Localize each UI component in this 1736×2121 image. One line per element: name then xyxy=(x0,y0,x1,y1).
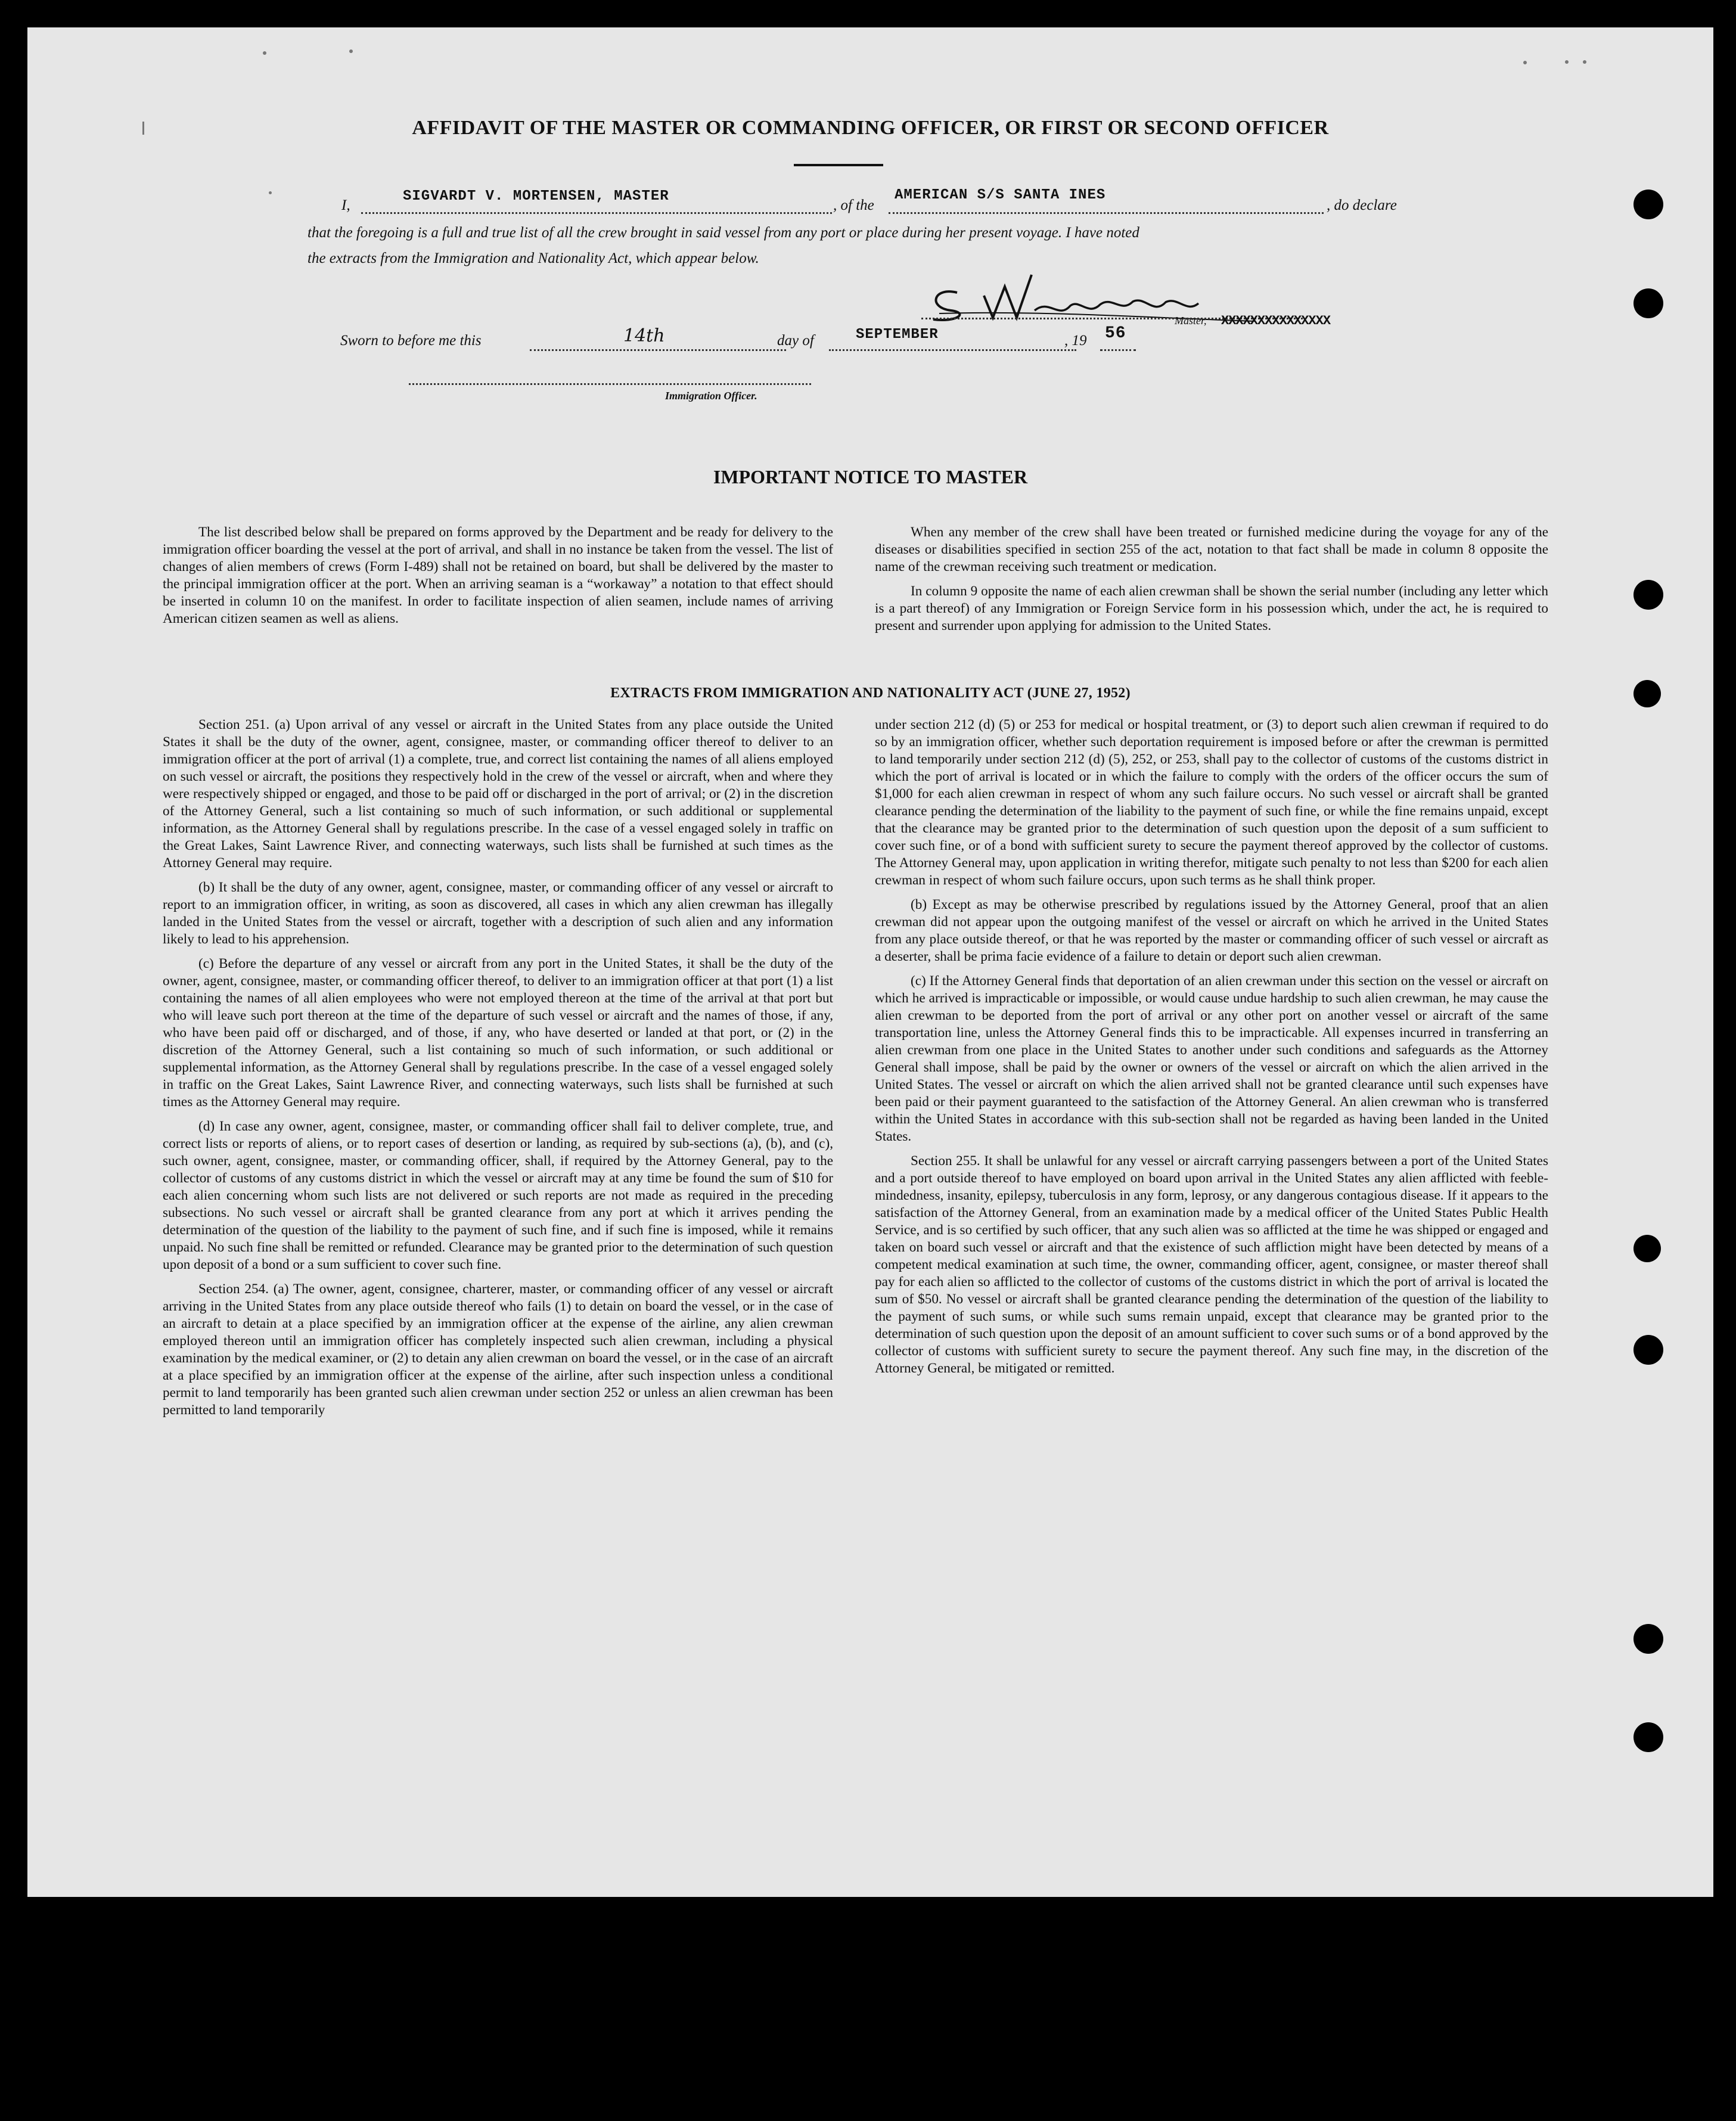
declaration-line2: that the foregoing is a full and true list of all the crew brought in said vessel from any port or place during her present voyage. I have noted xyxy=(308,225,1139,241)
day-of-label: day of xyxy=(777,333,814,349)
master-name: SIGVARDT V. MORTENSEN, MASTER xyxy=(403,188,669,204)
scan-speck xyxy=(1523,61,1527,64)
binder-hole xyxy=(1633,1624,1663,1654)
section-251-a: Section 251. (a) Upon arrival of any vessel or aircraft in the United States from any place outside the United States it shall be the duty of the owner, agent, consignee, master, or commanding officer thereof to deliver to an immigration officer at the port of arrival (1) a complete, true, and correct list containing the names of all aliens employed on such vessel or aircraft, the positions they respectively hold in the crew of the vessel or aircraft, when and where they were respectively shipped or engaged, and those to be paid off or discharged in the port of arrival; or (2) in the discretion of the Attorney General, such a list containing so much of such information, or such additional or supplemental information, as the Attorney General shall by regulations prescribe. In the case of a vessel engaged solely in traffic on the Great Lakes, Saint Lawrence River, and connecting waterways, such lists shall be furnished at such times as the Attorney General may require. xyxy=(163,717,833,871)
scan-speck xyxy=(349,49,353,53)
affidavit-heading: AFFIDAVIT OF THE MASTER OR COMMANDING OFFICER, OR FIRST OR SECOND OFFICER xyxy=(412,117,1329,139)
section-251-d: (d) In case any owner, agent, consignee, master, or commanding officer shall fail to deliver complete, true, and correct lists or reports of aliens, or to report cases of desertion or landing, as required by sub-sections (a), (b), and (c), such owner, agent, consignee, master, or commanding officer, shall, if required by the Attorney General, pay to the collector of customs of any customs district in which the vessel or aircraft may at any time be found the sum of $10 for each alien concerning whom such lists are not delivered or such reports are not made as required in the preceding subsections. No such vessel or aircraft shall be granted clearance from any port at which it arrives pending the determination of the question of the liability to the payment of such fine, and if such fine is imposed, while it remains unpaid. No such fine shall be remitted or refunded. Clearance may be granted prior to the determination of such question upon deposit of a bond or a sum sufficient to cover such fine. xyxy=(163,1119,833,1272)
heading-rule xyxy=(794,164,883,166)
section-254-a: Section 254. (a) The owner, agent, consignee, charterer, master, or commanding officer of any vessel or aircraft arriving in the United States from any place outside thereof who fails (1) to detain on board the vessel, or in the case of an aircraft to detain at a place specified by an immigration officer at the expense of the airline, any alien crewman employed thereon until an immigration officer has completely inspected such alien crewman, including a physical examination by the medical examiner, or (2) to detain any alien crewman on board the vessel, or in the case of an aircraft at a place specified by an immigration officer at the expense of the airline, after such inspection unless a conditional permit to land temporarily has been granted such alien crewman under section 252 or unless an alien crewman has been permitted to land temporarily xyxy=(163,1281,833,1418)
vessel-line xyxy=(889,212,1324,214)
binder-hole xyxy=(1633,1722,1663,1752)
scan-speck xyxy=(1565,60,1569,64)
binder-hole xyxy=(1633,580,1663,610)
extracts-left-column xyxy=(163,716,833,1426)
of-the-label: , of the xyxy=(833,197,874,213)
document-page xyxy=(27,27,1713,1897)
sworn-prefix: Sworn to before me this xyxy=(340,333,482,349)
section-251-b: (b) It shall be the duty of any owner, agent, consignee, master, or commanding officer of any vessel or aircraft to report to an immigration officer, in writing, as soon as discovered, all cases in which any alien crewman has illegally landed in the United States from the vessel or aircraft, together with a description of such alien and any information likely to lead to his apprehension. xyxy=(163,880,833,947)
section-254-a-continued: under section 212 (d) (5) or 253 for medical or hospital treatment, or (3) to deport such alien crewman if required to do so by an immigration officer, whether such deportation requirement is imposed before or after the crewman is permitted to land temporarily under section 212 (d) (5), 252, or 253, shall pay to the collector of customs of the customs district in which the port of arrival is located or in which the failure to comply with the orders of the officer occurs the sum of $1,000 for each alien crewman in respect of whom any such failure occurs. No such vessel or aircraft shall be granted clearance pending the determination of the liability to the payment of such fine, or while the fine remains unpaid, except that the clearance may be granted prior to the determination of such question upon the deposit of a sum sufficient to cover such fine, or of a bond with sufficient surety to secure the payment thereof approved by the collector of customs. The Attorney General may, upon application in writing therefor, mitigate such penalty to not less than $200 for each alien crewman in respect of whom such failure occurs, upon such terms as he shall think proper. xyxy=(875,717,1548,888)
section-254-c: (c) If the Attorney General finds that deportation of an alien crewman under this section on the vessel or aircraft on which he arrived is impracticable or impossible, or would cause undue hardship to such alien crewman, he may cause the alien crewman to be deported from the port of arrival or any other port on another vessel or aircraft of the same transportation line, unless the Attorney General finds this to be impracticable. All expenses incurred in transferring an alien crewman from one place in the United States to another under such conditions and safeguards as the Attorney General shall impose, shall be paid by the owner or owners of the vessel or aircraft on which the alien arrived in the United States. The vessel or aircraft on which the alien arrived shall not be granted clearance until such expenses have been paid or their payment guaranteed to the satisfaction of the Attorney General. An alien crewman who is transferred within the United States in accordance with this sub-section shall not be regarded as having been landed in the United States. xyxy=(875,973,1548,1144)
scan-speck xyxy=(142,122,144,135)
do-declare-label: , do declare xyxy=(1327,197,1397,213)
scan-speck xyxy=(269,191,272,194)
binder-hole xyxy=(1633,1235,1661,1262)
notice-heading: IMPORTANT NOTICE TO MASTER xyxy=(713,466,1028,487)
extracts-right-column xyxy=(875,716,1548,1384)
notice-right-text-2: In column 9 opposite the name of each alien crewman shall be shown the serial number (including any letter which is a part thereof) of any Immigration or Foreign Service form in his possession which, under the act, he is required to present and surrender upon applying for admission to the United States. xyxy=(875,583,1548,633)
binder-hole xyxy=(1633,190,1663,219)
notice-left-column xyxy=(163,524,833,635)
sworn-year-line xyxy=(1100,349,1136,351)
binder-hole xyxy=(1633,1335,1663,1365)
master-label: Master, xyxy=(1175,315,1207,327)
binder-hole xyxy=(1633,288,1663,318)
scan-speck xyxy=(1583,60,1586,64)
section-254-b: (b) Except as may be otherwise prescribed by regulations issued by the Attorney General, proof that an alien crewman did not appear upon the outgoing manifest of the vessel or aircraft on which he arrived in the United States from any place outside thereof, or that he was reported by the master or commanding officer of such vessel or aircraft as a deserter, shall be prima facie evidence of a failure to detain or deport such alien crewman. xyxy=(875,897,1548,964)
scan-speck xyxy=(263,51,266,55)
officer-signature-line xyxy=(409,383,811,385)
sworn-day-line xyxy=(530,349,786,351)
extracts-heading: EXTRACTS FROM IMMIGRATION AND NATIONALITY ACT (JUNE 27, 1952) xyxy=(610,685,1131,701)
sworn-month-line xyxy=(829,349,1076,351)
declaration-line3: the extracts from the Immigration and Nationality Act, which appear below. xyxy=(308,250,759,266)
sworn-day: 14th xyxy=(623,325,665,346)
binder-hole xyxy=(1633,680,1661,707)
sworn-month: SEPTEMBER xyxy=(856,327,939,343)
name-line xyxy=(361,212,832,214)
notice-left-text: The list described below shall be prepared on forms approved by the Department and be ready for delivery to the immigration officer boarding the vessel at the port of arrival, and shall in no instance be taken from the vessel. The list of changes of alien members of crews (Form I-489) shall not be retained on board, but shall be delivered by the master to the principal immigration officer at the port. When an arriving seaman is a “workaway” a notation to that effect should be inserted in column 10 on the manifest. In order to facilitate inspection of alien seamen, include names of arriving American citizen seamen as well as aliens. xyxy=(163,524,833,626)
section-255: Section 255. It shall be unlawful for any vessel or aircraft carrying passengers between a port of the United States and a port outside thereof to have employed on board upon arrival in the United States any alien afflicted with feeble-mindedness, insanity, epilepsy, tuberculosis in any form, leprosy, or any dangerous contagious disease. If it appears to the satisfaction of the Attorney General, from an examination made by a medical officer of the United States Public Health Service, and is so certified by such officer, that any such alien was so afflicted at the time he was shipped or engaged and taken on board such vessel or aircraft and that the existence of such affliction might have been detected by means of a competent medical examination at such time, the owner, commanding officer, agent, consignee, or master thereof shall pay for each alien so afflicted to the collector of customs of the customs district in which the port of arrival is located the sum of $50. No vessel or aircraft shall be granted clearance pending the determination of the question of the liability to the payment of such sums, or while such sums remain unpaid, except that clearance may be granted prior to the determination of such question upon the deposit of an amount sufficient to cover such sums or of a bond approved by the collector of customs with sufficient surety to secure the payment thereof. Any such fine may, in the discretion of the Attorney General, be mitigated or remitted. xyxy=(875,1153,1548,1376)
notice-right-text-1: When any member of the crew shall have been treated or furnished medicine during the voyage for any of the diseases or disabilities specified in section 255 of the act, notation to that fact shall be made in column 8 opposite the name of the crewman receiving such treatment or medication. xyxy=(875,524,1548,574)
section-251-c: (c) Before the departure of any vessel or aircraft from any port in the United States, it shall be the duty of the owner, agent, consignee, master, or commanding officer thereof, to deliver to an immigration officer at that port (1) a list containing the names of all alien employees who were not employed thereon at the time of the arrival at that port but who will leave such port thereon at the time of the departure of such vessel or aircraft and the names of those, if any, who have been paid off or discharged, and of those, if any, who have deserted or landed at that port, or (2) in the discretion of the Attorney General, such a list containing so much of such information, or such additional or supplemental information, as the Attorney General shall by regulations prescribe. In the case of a vessel engaged solely in traffic on the Great Lakes, Saint Lawrence River, and connecting waterways, such lists shall be furnished at such times as the Attorney General may require. xyxy=(163,956,833,1110)
officer-label: Immigration Officer. xyxy=(665,390,757,402)
year-prefix: , 19 xyxy=(1064,333,1087,349)
declaration-prefix: I, xyxy=(341,197,350,213)
sworn-year: 56 xyxy=(1105,324,1126,343)
vessel-name: AMERICAN S/S SANTA INES xyxy=(895,187,1106,203)
notice-right-column xyxy=(875,524,1548,642)
struck-title: XXXXXXXXXXXXXXX xyxy=(1221,313,1331,328)
